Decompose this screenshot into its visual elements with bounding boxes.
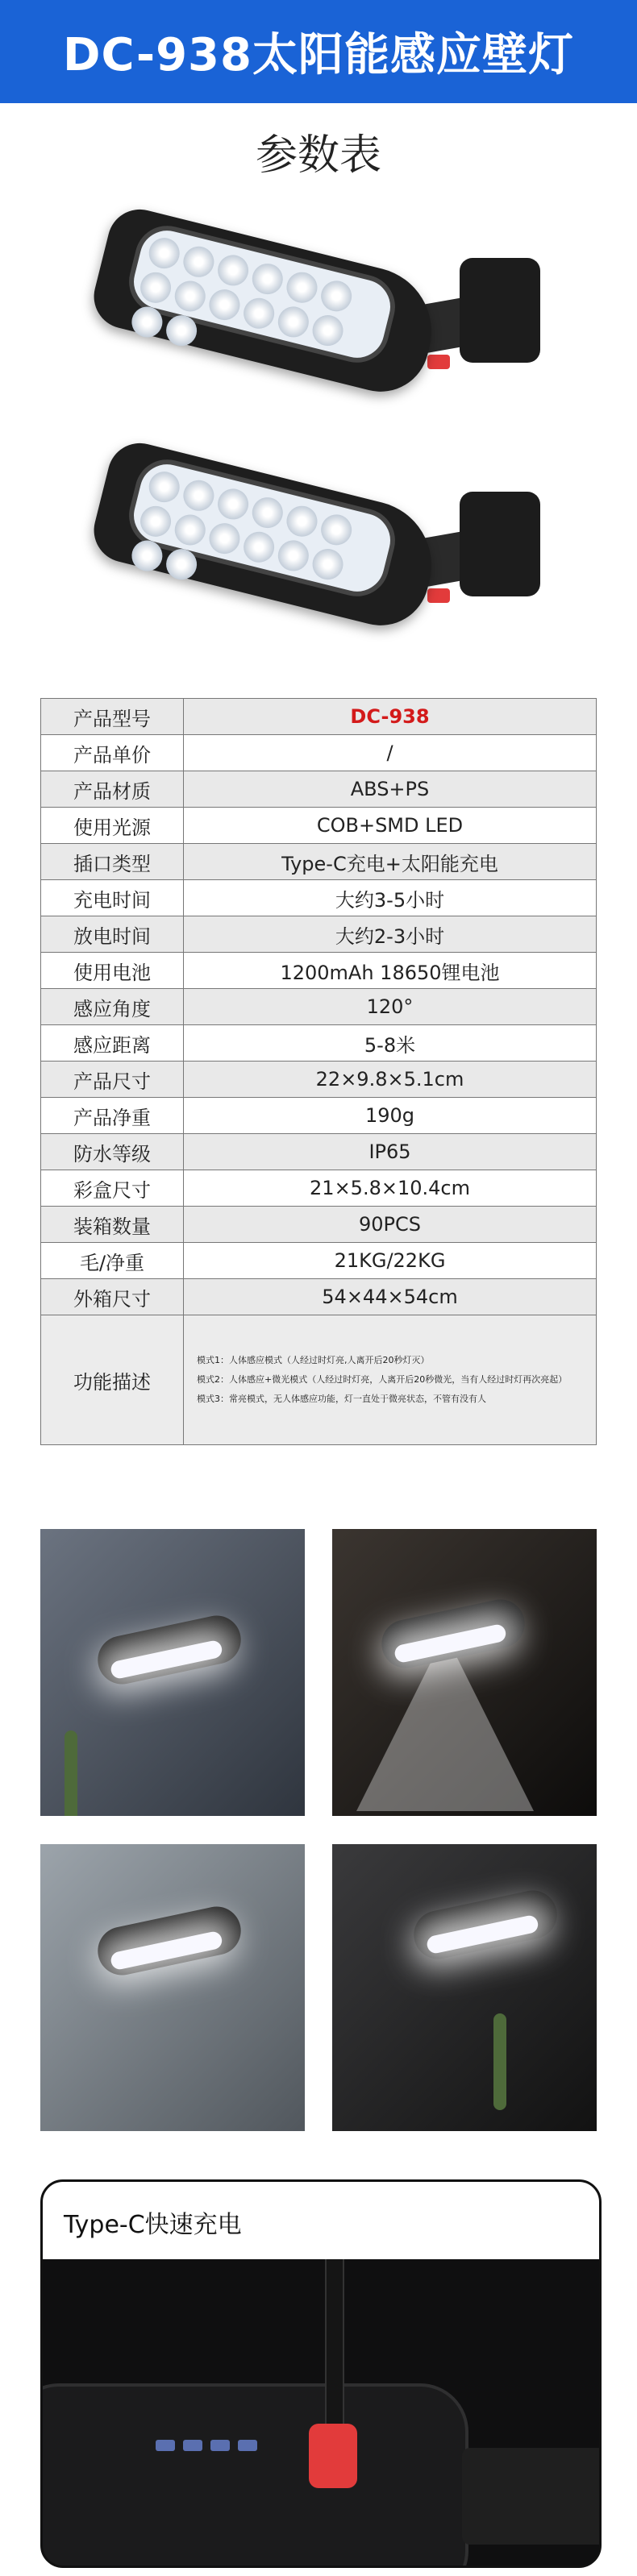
spec-label: 放电时间	[41, 916, 184, 953]
light-beam	[356, 1634, 534, 1811]
spec-label: 充电时间	[41, 880, 184, 916]
spec-label: 使用电池	[41, 953, 184, 989]
lamp-icon	[94, 1902, 246, 1980]
plant-icon	[65, 1730, 77, 1816]
spec-label: 感应距离	[41, 1025, 184, 1062]
wall-mount	[460, 492, 540, 596]
led-bulb-icon	[249, 494, 286, 531]
spec-label: 产品单价	[41, 735, 184, 771]
spec-value: 大约3-5小时	[184, 880, 597, 916]
led-bulb-icon	[309, 546, 346, 583]
spec-label: 毛/净重	[41, 1243, 184, 1279]
spec-label: 防水等级	[41, 1134, 184, 1170]
spec-label: 产品尺寸	[41, 1062, 184, 1098]
spec-label: 使用光源	[41, 808, 184, 844]
spec-value: DC-938	[184, 699, 597, 735]
spec-value: IP65	[184, 1134, 597, 1170]
led-bulb-icon	[240, 529, 277, 566]
led-bulb-icon	[180, 477, 217, 514]
led-bulb-icon	[275, 537, 312, 574]
spec-row	[41, 771, 597, 808]
lamp-icon	[410, 1886, 562, 1963]
spec-table	[40, 698, 597, 1445]
page-title: DC-938太阳能感应壁灯	[62, 29, 574, 81]
function-label: 功能描述	[41, 1315, 184, 1445]
led-bulb-icon	[275, 303, 312, 340]
spec-label: 外箱尺寸	[41, 1279, 184, 1315]
led-bulb-icon	[318, 511, 355, 548]
spec-label: 产品型号	[41, 699, 184, 735]
indicator-light-icon	[210, 2440, 230, 2451]
spec-row	[41, 735, 597, 771]
spec-row	[41, 916, 597, 953]
wall-bracket	[462, 2448, 602, 2545]
spec-value: 190g	[184, 1098, 597, 1134]
usb-c-cable-icon	[325, 2230, 344, 2443]
led-bulb-icon	[318, 277, 355, 314]
spec-row	[41, 1025, 597, 1062]
title-banner	[0, 0, 637, 103]
spec-label: 插口类型	[41, 844, 184, 880]
function-row	[41, 1315, 597, 1445]
function-modes	[184, 1315, 597, 1445]
scene-photo-entrance	[332, 1844, 597, 2131]
led-bulb-icon	[283, 503, 320, 540]
led-bulb-icon	[206, 520, 243, 557]
spec-value: ABS+PS	[184, 771, 597, 808]
spec-row	[41, 699, 597, 735]
spec-row	[41, 1243, 597, 1279]
led-bulb-icon	[249, 260, 286, 297]
detail-label: Type-C快速充电	[64, 2211, 242, 2239]
spec-value: 1200mAh 18650锂电池	[184, 953, 597, 989]
lamp-icon	[94, 1611, 246, 1689]
spec-row	[41, 989, 597, 1025]
spec-value: 54×44×54cm	[184, 1279, 597, 1315]
spec-row	[41, 844, 597, 880]
indicator-light-icon	[238, 2440, 257, 2451]
spec-label: 产品净重	[41, 1098, 184, 1134]
scene-photo-doorway	[40, 1529, 305, 1816]
red-clip	[427, 355, 450, 369]
spec-value: 大约2-3小时	[184, 916, 597, 953]
led-bulb-icon	[206, 286, 243, 323]
spec-value: 5-8米	[184, 1025, 597, 1062]
mode-description: 模式2：人体感应+微光模式（人经过时灯亮，人离开后20秒微光，当有人经过时灯再次亮起）	[197, 1374, 568, 1385]
led-bulb-icon	[309, 312, 346, 349]
led-bulb-icon	[283, 269, 320, 306]
led-bulb-icon	[137, 503, 174, 540]
led-bulb-icon	[240, 295, 277, 332]
indicator-light-icon	[156, 2440, 175, 2451]
spec-row	[41, 953, 597, 989]
product-image-angle	[81, 451, 564, 629]
spec-row	[41, 1098, 597, 1134]
wall-mount	[460, 258, 540, 363]
led-bulb-icon	[146, 235, 183, 272]
spec-value: /	[184, 735, 597, 771]
spec-value: 90PCS	[184, 1207, 597, 1243]
scene-photo-night	[332, 1529, 597, 1816]
spec-row	[41, 1207, 597, 1243]
indicator-lights	[156, 2440, 257, 2451]
spec-row	[41, 1170, 597, 1207]
led-bulb-icon	[180, 243, 217, 280]
led-bulb-icon	[214, 251, 252, 289]
spec-value: 21×5.8×10.4cm	[184, 1170, 597, 1207]
spec-label: 感应角度	[41, 989, 184, 1025]
spec-value: 21KG/22KG	[184, 1243, 597, 1279]
lamp-housing	[40, 2383, 468, 2568]
spec-label: 装箱数量	[41, 1207, 184, 1243]
spec-label: 彩盒尺寸	[41, 1170, 184, 1207]
spec-label: 产品材质	[41, 771, 184, 808]
red-clip	[427, 588, 450, 603]
spec-value: 22×9.8×5.1cm	[184, 1062, 597, 1098]
spec-value: 120°	[184, 989, 597, 1025]
indicator-light-icon	[183, 2440, 202, 2451]
spec-value: Type-C充电+太阳能充电	[184, 844, 597, 880]
spec-row	[41, 1279, 597, 1315]
spec-row	[41, 880, 597, 916]
spec-row	[41, 808, 597, 844]
spec-row	[41, 1134, 597, 1170]
led-bulb-icon	[146, 468, 183, 505]
mode-description: 模式1：人体感应模式（人经过时灯亮,人离开后20秒灯灭）	[197, 1355, 430, 1365]
charging-port-cover-icon	[309, 2424, 357, 2488]
led-bulb-icon	[172, 511, 209, 548]
plant-icon	[493, 2013, 506, 2110]
section-subtitle: 参数表	[255, 131, 381, 180]
mode-description: 模式3：常亮模式，无人体感应功能，灯一直处于微亮状态，不管有没有人	[197, 1394, 486, 1404]
charging-detail-card	[40, 2179, 602, 2568]
led-bulb-icon	[172, 277, 209, 314]
scene-photo-porch	[40, 1844, 305, 2131]
detail-label-area	[43, 2182, 599, 2259]
spec-row	[41, 1062, 597, 1098]
led-bulb-icon	[214, 485, 252, 522]
product-image-front	[81, 218, 564, 395]
led-bulb-icon	[137, 269, 174, 306]
spec-value: COB+SMD LED	[184, 808, 597, 844]
